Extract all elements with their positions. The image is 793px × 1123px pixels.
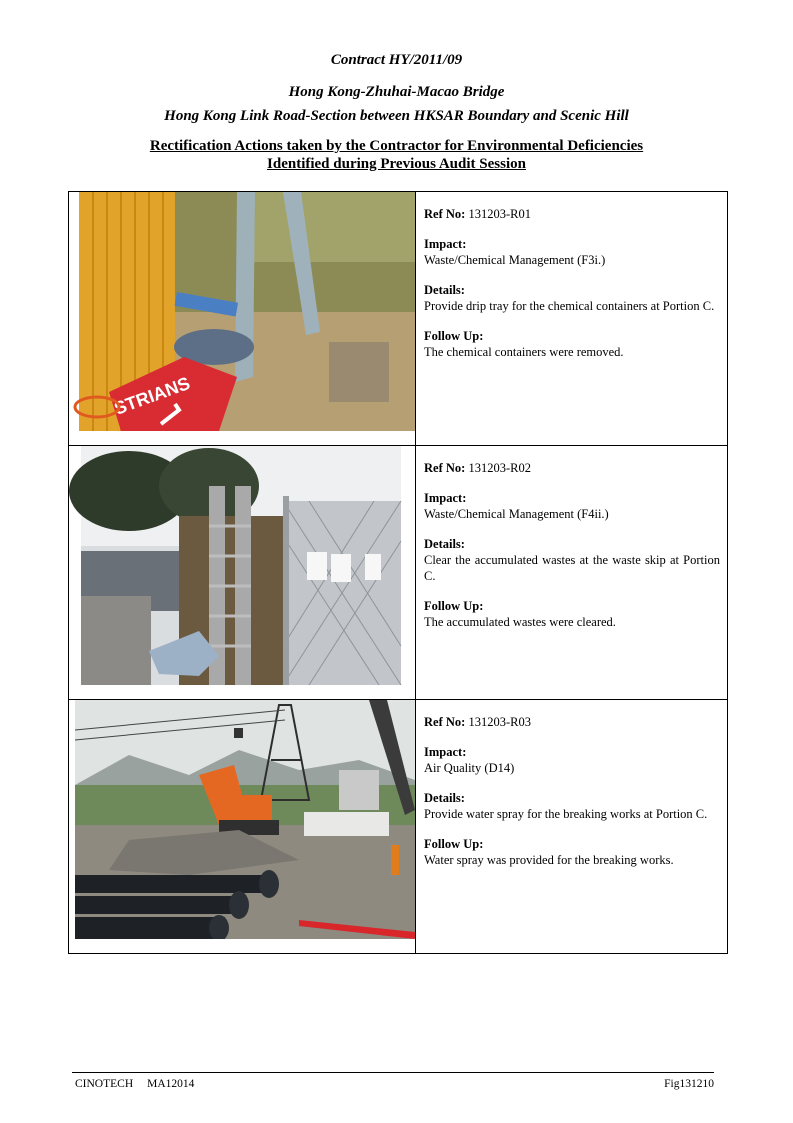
footer-rule [72,1072,714,1073]
impact-value: Waste/Chemical Management (F3i.) [424,253,606,267]
document-title-line-2: Identified during Previous Audit Session [267,156,526,172]
table-row [69,192,728,446]
site-photo-2 [69,446,416,700]
impact-value: Waste/Chemical Management (F4ii.) [424,507,609,521]
ref-label: Ref No: [424,207,466,221]
site-photo-image [69,192,415,431]
ref-label: Ref No: [424,461,466,475]
figure-number: Fig131210 [664,1078,714,1090]
finding-details [416,700,728,954]
footer-left [75,1078,208,1090]
table-row [69,446,728,700]
sign-text: STRIANS [111,372,193,419]
audit-table [68,191,728,954]
impact-value: Air Quality (D14) [424,761,515,775]
details-label: Details: [424,537,465,551]
site-photo-1 [69,192,416,446]
document-title-line-1: Rectification Actions taken by the Contractor for Environmental Deficiencies [149,138,644,154]
follow-up-label: Follow Up: [424,599,484,613]
follow-up-label: Follow Up: [424,329,484,343]
details-value: Provide water spray for the breaking works at Portion C. [424,807,708,821]
contract-number: Contract HY/2011/09 [330,52,463,68]
company-name: CINOTECH [75,1078,134,1090]
site-photo-image [69,700,415,939]
details-value: Provide drip tray for the chemical containers at Portion C. [424,299,715,313]
ref-number: 131203-R02 [468,461,531,475]
details-value: Clear the accumulated wastes at the waste skip at Portion C. [424,553,720,583]
site-photo-3 [69,700,416,954]
ref-number: 131203-R03 [468,715,531,729]
follow-up-label: Follow Up: [424,837,484,851]
section-name: Hong Kong Link Road-Section between HKSAR Boundary and Scenic Hill [164,108,629,124]
finding-details [416,446,728,700]
details-label: Details: [424,283,465,297]
document-reference: MA12014 [147,1078,195,1090]
impact-label: Impact: [424,745,467,759]
ref-label: Ref No: [424,715,466,729]
project-name: Hong Kong-Zhuhai-Macao Bridge [288,84,505,100]
finding-details [416,192,728,446]
follow-up-value: Water spray was provided for the breaking works. [424,853,674,867]
follow-up-value: The accumulated wastes were cleared. [424,615,616,629]
table-row [69,700,728,954]
impact-label: Impact: [424,491,467,505]
follow-up-value: The chemical containers were removed. [424,345,624,359]
site-photo-image [69,446,415,685]
ref-number: 131203-R01 [468,207,531,221]
details-label: Details: [424,791,465,805]
impact-label: Impact: [424,237,467,251]
